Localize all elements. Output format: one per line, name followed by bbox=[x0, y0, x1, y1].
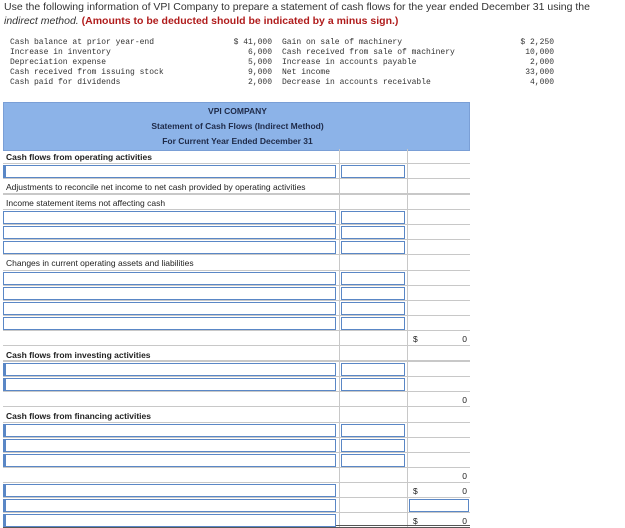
table-row bbox=[3, 423, 470, 438]
given-label: Increase in accounts payable bbox=[282, 58, 417, 67]
line-item-input[interactable] bbox=[3, 241, 336, 254]
amount-input[interactable] bbox=[341, 165, 405, 178]
given-value: 2,000 bbox=[247, 78, 272, 87]
given-label: Cash received from issuing stock bbox=[10, 68, 164, 77]
beginning-balance-row bbox=[3, 498, 470, 513]
changes-label: Changes in current operating assets and liabilities bbox=[6, 258, 194, 268]
adjustments-row bbox=[3, 179, 470, 195]
amount-input[interactable] bbox=[409, 499, 469, 512]
statement-grid bbox=[3, 149, 470, 528]
line-item-input[interactable] bbox=[3, 454, 336, 467]
line-item-input[interactable] bbox=[3, 226, 336, 239]
ending-balance-row bbox=[3, 513, 470, 528]
table-row bbox=[3, 240, 470, 255]
given-value: 2,000 bbox=[529, 58, 554, 67]
table-row bbox=[3, 164, 470, 179]
given-value: 4,000 bbox=[529, 78, 554, 87]
line-item-input[interactable] bbox=[3, 302, 336, 315]
given-value: 33,000 bbox=[525, 68, 554, 77]
given-label: Depreciation expense bbox=[10, 58, 107, 67]
currency-symbol: $ bbox=[413, 516, 418, 526]
table-row bbox=[3, 438, 470, 453]
financing-total-value: 0 bbox=[462, 471, 467, 481]
given-value: $ 41,000 bbox=[233, 38, 272, 47]
changes-row bbox=[3, 255, 470, 271]
table-row bbox=[3, 210, 470, 225]
given-right-values bbox=[500, 38, 554, 88]
instructions bbox=[4, 0, 624, 28]
adjustments-label: Adjustments to reconcile net income to net cash provided by operating activities bbox=[6, 182, 306, 192]
operating-heading: Cash flows from operating activities bbox=[6, 152, 152, 162]
amount-input[interactable] bbox=[341, 241, 405, 254]
operating-total-value: 0 bbox=[462, 334, 467, 344]
table-row bbox=[3, 316, 470, 331]
statement-period: For Current Year Ended December 31 bbox=[162, 136, 313, 146]
given-right-labels bbox=[282, 38, 492, 88]
noncash-label: Income statement items not affecting cash bbox=[6, 198, 166, 208]
table-row bbox=[3, 225, 470, 240]
line-item-input[interactable] bbox=[3, 378, 336, 391]
given-label: Decrease in accounts receivable bbox=[282, 78, 431, 87]
line-item-input[interactable] bbox=[3, 317, 336, 330]
financing-heading: Cash flows from financing activities bbox=[6, 411, 152, 421]
noncash-row bbox=[3, 195, 470, 210]
amount-input[interactable] bbox=[341, 272, 405, 285]
table-row bbox=[3, 377, 470, 392]
table-row bbox=[3, 301, 470, 316]
given-label: Cash received from sale of machinery bbox=[282, 48, 455, 57]
given-label: Net income bbox=[282, 68, 331, 77]
given-left-labels bbox=[10, 38, 190, 88]
given-label: Increase in inventory bbox=[10, 48, 111, 57]
given-label: Cash paid for dividends bbox=[10, 78, 121, 87]
investing-total-value: 0 bbox=[462, 395, 467, 405]
instructions-note: (Amounts to be deducted should be indicated by a minus sign.) bbox=[81, 15, 399, 27]
financing-total-row bbox=[3, 468, 470, 483]
amount-input[interactable] bbox=[341, 439, 405, 452]
table-row bbox=[3, 362, 470, 377]
statement-header bbox=[3, 102, 470, 151]
given-value: $ 2,250 bbox=[520, 38, 554, 47]
investing-heading: Cash flows from investing activities bbox=[6, 350, 151, 360]
table-row bbox=[3, 453, 470, 468]
table-row bbox=[3, 286, 470, 301]
line-item-input[interactable] bbox=[3, 165, 336, 178]
investing-heading-row bbox=[3, 346, 470, 362]
line-item-input[interactable] bbox=[3, 499, 336, 512]
statement-title: Statement of Cash Flows (Indirect Method) bbox=[151, 121, 324, 131]
table-row bbox=[3, 271, 470, 286]
amount-input[interactable] bbox=[341, 317, 405, 330]
line-item-input[interactable] bbox=[3, 514, 336, 527]
line-item-input[interactable] bbox=[3, 424, 336, 437]
line-item-input[interactable] bbox=[3, 363, 336, 376]
amount-input[interactable] bbox=[341, 363, 405, 376]
given-label: Gain on sale of machinery bbox=[282, 38, 403, 47]
net-change-value: 0 bbox=[462, 486, 467, 496]
currency-symbol: $ bbox=[413, 486, 418, 496]
amount-input[interactable] bbox=[341, 302, 405, 315]
operating-total-row bbox=[3, 331, 470, 346]
line-item-input[interactable] bbox=[3, 272, 336, 285]
given-value: 10,000 bbox=[525, 48, 554, 57]
financing-heading-row bbox=[3, 407, 470, 423]
amount-input[interactable] bbox=[341, 454, 405, 467]
ending-balance-value: 0 bbox=[462, 516, 467, 526]
amount-input[interactable] bbox=[341, 287, 405, 300]
company-name: VPI COMPANY bbox=[208, 106, 267, 116]
currency-symbol: $ bbox=[413, 334, 418, 344]
given-left-values bbox=[228, 38, 272, 88]
investing-total-row bbox=[3, 392, 470, 407]
given-value: 6,000 bbox=[247, 48, 272, 57]
given-value: 9,000 bbox=[247, 68, 272, 77]
line-item-input[interactable] bbox=[3, 484, 336, 497]
line-item-input[interactable] bbox=[3, 211, 336, 224]
given-value: 5,000 bbox=[247, 58, 272, 67]
line-item-input[interactable] bbox=[3, 287, 336, 300]
instructions-method: indirect method. bbox=[4, 15, 79, 27]
instructions-text: Use the following information of VPI Company to prepare a statement of cash flows for the year ended December 31 using the bbox=[4, 1, 590, 13]
given-label: Cash balance at prior year-end bbox=[10, 38, 155, 47]
net-change-row bbox=[3, 483, 470, 498]
amount-input[interactable] bbox=[341, 424, 405, 437]
amount-input[interactable] bbox=[341, 226, 405, 239]
operating-heading-row bbox=[3, 149, 470, 164]
amount-input[interactable] bbox=[341, 378, 405, 391]
line-item-input[interactable] bbox=[3, 439, 336, 452]
amount-input[interactable] bbox=[341, 211, 405, 224]
